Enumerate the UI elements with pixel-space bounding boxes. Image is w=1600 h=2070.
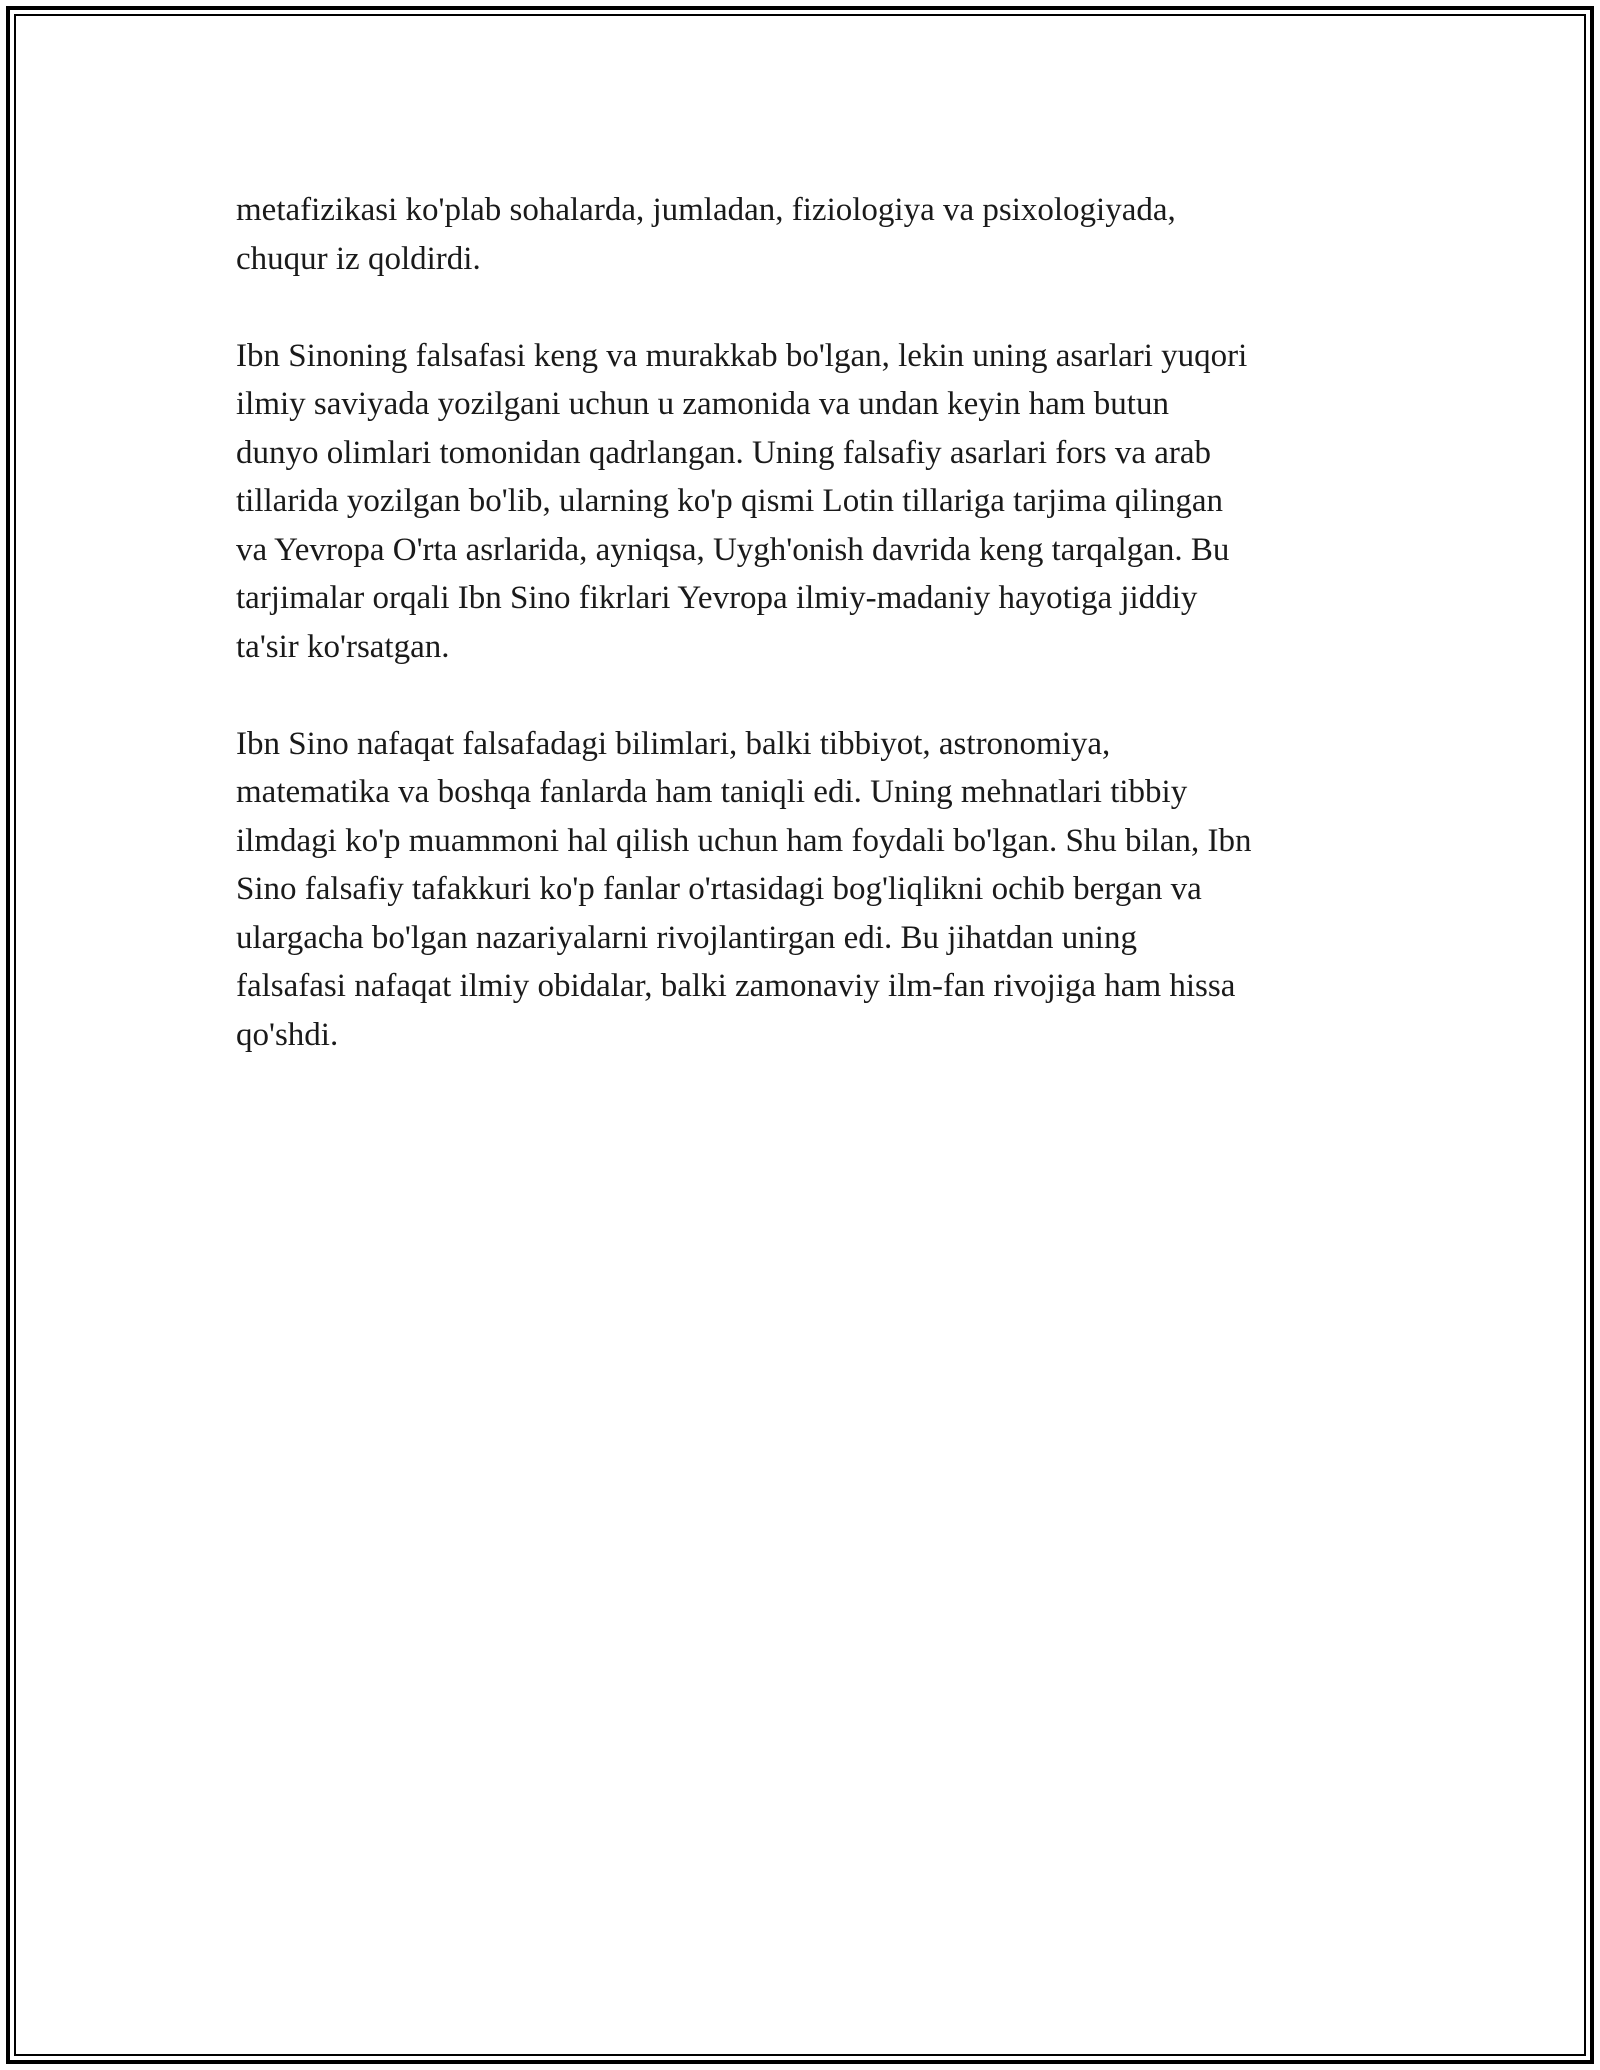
paragraph-2: Ibn Sinoning falsafasi keng va murakkab bo'lgan, lekin uning asarlari yuqori ilmiy saviyada yozilgani uchun u zamonida va undan keyin ham butun dunyo olimlari tomonidan qadrlangan. Uning falsafiy asarlari fors va arab tillarida yozilgan bo'lib, ularning ko'p qismi Lotin tillariga tarjima qilingan va Yevropa O'rta asrlarida, ayniqsa, Uygh'onish davrida keng tarqalgan. Bu tarjimalar orqali Ibn Sino fikrlari Yevropa ilmiy-madaniy hayotiga jiddiy ta'sir ko'rsatgan. xyxy=(236,337,1248,665)
document-body xyxy=(236,186,1376,1108)
paragraph-3: Ibn Sino nafaqat falsafadagi bilimlari, balki tibbiyot, astronomiya, matematika va boshqa fanlarda ham taniqli edi. Uning mehnatlari tibbiy ilmdagi ko'p muammoni hal qilish uchun ham foydali bo'lgan. Shu bilan, Ibn Sino falsafiy tafakkuri ko'p fanlar o'rtasidagi bog'liqlikni ochib bergan va ulargacha bo'lgan nazariyalarni rivojlantirgan edi. Bu jihatdan uning falsafasi nafaqat ilmiy obidalar, balki zamonaviy ilm-fan rivojiga ham hissa qo'shdi. xyxy=(236,725,1252,1053)
paragraph-1: metafizikasi ko'plab sohalarda, jumladan, fiziologiya va psixologiyada, chuqur iz qoldirdi. xyxy=(236,192,1176,277)
